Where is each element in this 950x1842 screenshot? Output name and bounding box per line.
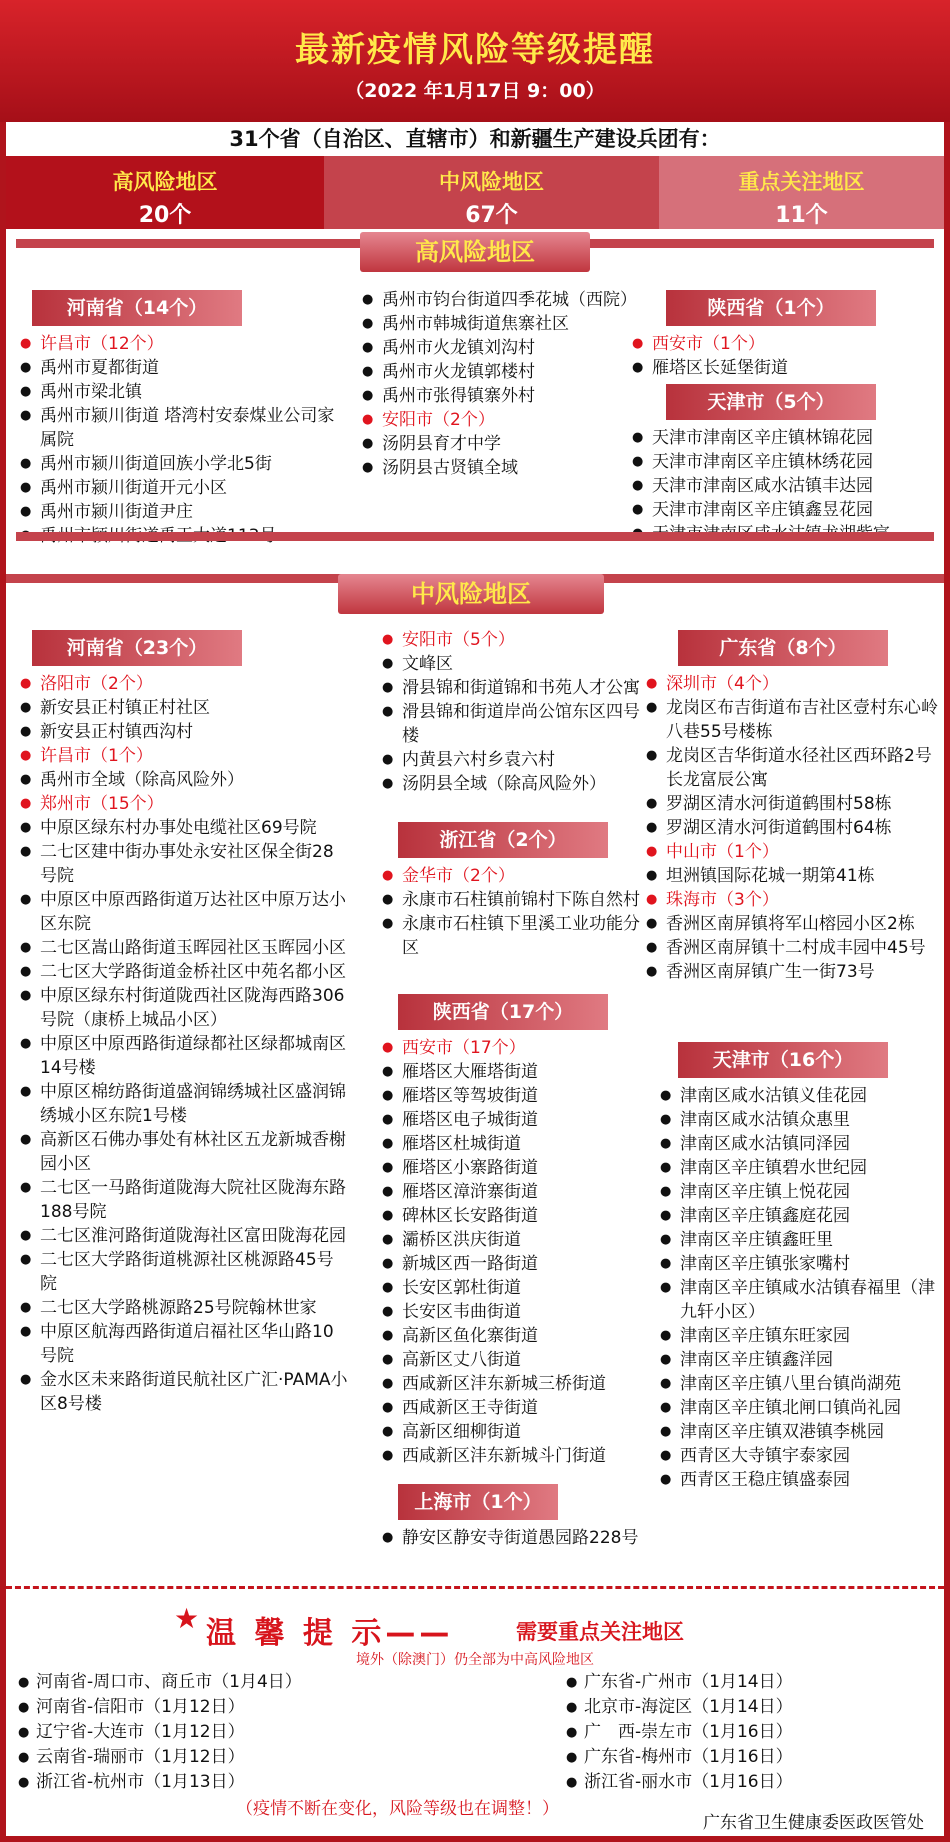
area-item: ● 中原区绿东村街道陇西社区陇海西路306号院（康桥上城品小区） xyxy=(20,984,350,1032)
area-item: ● 西青区王稳庄镇盛泰园 xyxy=(660,1468,942,1492)
area-item: ● 罗湖区清水河街道鹤围村64栋 xyxy=(646,816,938,840)
area-item: ● 二七区淮河路街道陇海社区富田陇海花园 xyxy=(20,1224,350,1248)
area-item: ● 津南区咸水沽镇众惠里 xyxy=(660,1108,942,1132)
area-item: ● 津南区辛庄镇碧水世纪园 xyxy=(660,1156,942,1180)
area-item: ● 禹州市韩城街道焦寨社区 xyxy=(362,312,632,336)
stat-label: 重点关注地区 xyxy=(738,170,865,194)
focus-area-item: ● 辽宁省-大连市（1月12日） xyxy=(18,1720,458,1745)
city-heading: ● 许昌市（12个） xyxy=(20,332,350,356)
city-heading: ● 安阳市（2个） xyxy=(362,408,632,432)
area-item: ● 津南区辛庄镇八里台镇尚湖苑 xyxy=(660,1372,942,1396)
dashed-divider xyxy=(6,1586,944,1589)
area-item: ● 津南区辛庄镇北闸口镇尚礼园 xyxy=(660,1396,942,1420)
city-heading: ● 金华市（2个） xyxy=(382,864,642,888)
area-item: ● 二七区大学路街道桃源社区桃源路45号院 xyxy=(20,1248,350,1296)
area-item: ● 西咸新区沣东新城斗门街道 xyxy=(382,1444,652,1468)
area-item: ● 雁塔区杜城街道 xyxy=(382,1132,652,1156)
area-item: ● 津南区辛庄镇鑫庭花园 xyxy=(660,1204,942,1228)
area-item: ● 禹州市颍川街道开元小区 xyxy=(20,476,350,500)
focus-area-item: ● 河南省-信阳市（1月12日） xyxy=(18,1695,458,1720)
area-item: ● 中原区航海西路街道启福社区华山路10号院 xyxy=(20,1320,350,1368)
stat-count: 20个 xyxy=(138,203,192,228)
high-henan-list xyxy=(20,332,350,548)
stat-label: 中风险地区 xyxy=(439,170,544,194)
area-item: ● 津南区辛庄镇东旺家园 xyxy=(660,1324,942,1348)
area-item: ● 新城区西一路街道 xyxy=(382,1252,652,1276)
stat-high xyxy=(6,156,324,229)
focus-area-item: ● 北京市-海淀区（1月14日） xyxy=(566,1695,926,1720)
high-tianjin-label: 天津市（5个） xyxy=(666,384,876,420)
area-item: ● 二七区嵩山路街道玉晖园社区玉晖园小区 xyxy=(20,936,350,960)
area-item: ● 禹州市火龙镇刘沟村 xyxy=(362,336,632,360)
medium-mid-list xyxy=(382,628,642,796)
area-item: ● 汤阴县全域（除高风险外） xyxy=(382,772,642,796)
area-item: ● 坦洲镇国际花城一期第41栋 xyxy=(646,864,938,888)
area-item: ● 高新区丈八街道 xyxy=(382,1348,652,1372)
area-item: ● 文峰区 xyxy=(382,652,642,676)
area-item: ● 雁塔区漳浒寨街道 xyxy=(382,1180,652,1204)
tips-note: 境外（除澳门）仍全部为中高风险地区 xyxy=(356,1652,594,1668)
medium-guangdong-label: 广东省（8个） xyxy=(678,630,888,666)
content-panel xyxy=(6,122,944,1836)
area-item: ● 雁塔区长延堡街道 xyxy=(632,356,937,380)
city-heading: ● 西安市（17个） xyxy=(382,1036,652,1060)
area-item: ● 金水区未来路街道民航社区广汇·PAMA小区8号楼 xyxy=(20,1368,350,1416)
medium-tianjin-label: 天津市（16个） xyxy=(678,1042,888,1078)
area-item: ● 天津市津南区辛庄镇鑫昱花园 xyxy=(632,498,942,522)
city-heading: ● 洛阳市（2个） xyxy=(20,672,350,696)
area-item: ● 香洲区南屏镇将军山榕园小区2栋 xyxy=(646,912,938,936)
area-item: ● 碑林区长安路街道 xyxy=(382,1204,652,1228)
stat-count: 11个 xyxy=(775,203,828,228)
area-item: ● 西青区大寺镇宇泰家园 xyxy=(660,1444,942,1468)
area-item: ● 禹州市钧台街道四季花城（西院） xyxy=(362,288,632,312)
area-item: ● 中原区绿东村办事处电缆社区69号院 xyxy=(20,816,350,840)
high-tianjin-list xyxy=(632,426,942,546)
stat-label: 高风险地区 xyxy=(112,170,218,194)
medium-shaanxi-list xyxy=(382,1036,652,1468)
area-item: ● 天津市津南区辛庄镇林锦花园 xyxy=(632,426,942,450)
medium-zhejiang-label: 浙江省（2个） xyxy=(398,822,608,858)
footer-org: 广东省卫生健康委医政医管处 xyxy=(703,1813,924,1833)
medium-risk-heading: 中风险地区 xyxy=(338,574,604,614)
area-item: ● 龙岗区布吉街道布吉社区壹村东心岭八巷55号楼栋 xyxy=(646,696,938,744)
area-item: ● 永康市石柱镇下里溪工业功能分区 xyxy=(382,912,642,960)
area-item: ● 津南区辛庄镇咸水沽镇春福里（津九轩小区） xyxy=(660,1276,942,1324)
page-title: 最新疫情风险等级提醒 xyxy=(295,30,655,70)
area-item: ● 中原区中原西路街道万达社区中原万达小区东院 xyxy=(20,888,350,936)
high-shaanxi-list xyxy=(632,332,937,380)
medium-tianjin-list xyxy=(660,1084,942,1492)
area-item: ● 中原区中原西路街道绿都社区绿都城南区14号楼 xyxy=(20,1032,350,1080)
city-heading: ● 深圳市（4个） xyxy=(646,672,938,696)
area-item: ● 新安县正村镇西沟村 xyxy=(20,720,350,744)
medium-shanghai-list xyxy=(382,1526,652,1550)
star-icon: ★ xyxy=(174,1602,200,1635)
medium-henan-list xyxy=(20,672,350,1416)
medium-guangdong-list xyxy=(646,672,938,984)
area-item: ● 龙岗区吉华街道水径社区西环路2号长龙富辰公寓 xyxy=(646,744,938,792)
summary-text: 31个省（自治区、直辖市）和新疆生产建设兵团有： xyxy=(229,127,721,151)
focus-area-item: ● 广 西-崇左市（1月16日） xyxy=(566,1720,926,1745)
city-heading: ● 安阳市（5个） xyxy=(382,628,642,652)
area-item: ● 雁塔区等驾坡街道 xyxy=(382,1084,652,1108)
area-item: ● 二七区大学路街道金桥社区中苑名都小区 xyxy=(20,960,350,984)
update-date: （2022 年1月17日 9：00） xyxy=(345,80,605,102)
area-item: ● 永康市石柱镇前锦村下陈自然村 xyxy=(382,888,642,912)
area-item: ● 汤阴县古贤镇全域 xyxy=(362,456,632,480)
area-item: ● 二七区一马路街道陇海大院社区陇海东路188号院 xyxy=(20,1176,350,1224)
medium-zhejiang-list xyxy=(382,864,642,960)
area-item: ● 禹州市张得镇寨外村 xyxy=(362,384,632,408)
area-item: ● 灞桥区洪庆街道 xyxy=(382,1228,652,1252)
area-item: ● 二七区大学路桃源路25号院翰林世家 xyxy=(20,1296,350,1320)
stat-focus xyxy=(659,156,944,229)
area-item: ● 天津市津南区辛庄镇林绣花园 xyxy=(632,450,942,474)
area-item: ● 禹州市颍川街道回族小学北5街 xyxy=(20,452,350,476)
area-item: ● 滑县锦和街道锦和书苑人才公寓 xyxy=(382,676,642,700)
header-banner xyxy=(0,0,950,122)
area-item: ● 禹州市火龙镇郭楼村 xyxy=(362,360,632,384)
area-item: ● 津南区咸水沽镇同泽园 xyxy=(660,1132,942,1156)
area-item: ● 长安区郭杜街道 xyxy=(382,1276,652,1300)
area-item: ● 雁塔区大雁塔街道 xyxy=(382,1060,652,1084)
area-item: ● 新安县正村镇正村社区 xyxy=(20,696,350,720)
area-item: ● 禹州市梁北镇 xyxy=(20,380,350,404)
area-item: ● 禹州市颍川街道尹庄 xyxy=(20,500,350,524)
focus-area-item: ● 广东省-广州市（1月14日） xyxy=(566,1670,926,1695)
medium-shaanxi-label: 陕西省（17个） xyxy=(398,994,608,1030)
city-heading: ● 珠海市（3个） xyxy=(646,888,938,912)
tips-left-list xyxy=(18,1670,458,1795)
tips-subtitle: 需要重点关注地区 xyxy=(516,1620,684,1644)
area-item: ● 津南区咸水沽镇义佳花园 xyxy=(660,1084,942,1108)
area-item: ● 禹州市全域（除高风险外） xyxy=(20,768,350,792)
stat-medium xyxy=(324,156,659,229)
high-risk-heading: 高风险地区 xyxy=(360,232,590,272)
area-item: ● 香洲区南屏镇广生一街73号 xyxy=(646,960,938,984)
area-item: ● 汤阴县育才中学 xyxy=(362,432,632,456)
area-item: ● 禹州市夏都街道 xyxy=(20,356,350,380)
area-item: ● 津南区辛庄镇上悦花园 xyxy=(660,1180,942,1204)
focus-area-item: ● 云南省-瑞丽市（1月12日） xyxy=(18,1745,458,1770)
focus-area-item: ● 广东省-梅州市（1月16日） xyxy=(566,1745,926,1770)
area-item: ● 天津市津南区咸水沽镇丰达园 xyxy=(632,474,942,498)
area-item: ● 雁塔区小寨路街道 xyxy=(382,1156,652,1180)
city-heading: ● 西安市（1个） xyxy=(632,332,937,356)
city-heading: ● 郑州市（15个） xyxy=(20,792,350,816)
area-item: ● 禹州市颍川街道 塔湾村安泰煤业公司家属院 xyxy=(20,404,350,452)
area-item: ● 雁塔区电子城街道 xyxy=(382,1108,652,1132)
area-item: ● 内黄县六村乡袁六村 xyxy=(382,748,642,772)
area-item: ● 罗湖区清水河街道鹤围村58栋 xyxy=(646,792,938,816)
area-item: ● 津南区辛庄镇鑫洋园 xyxy=(660,1348,942,1372)
high-mid-list xyxy=(362,288,637,480)
tips-title: 温 馨 提 示—— xyxy=(206,1616,454,1651)
area-item: ● 津南区辛庄镇张家嘴村 xyxy=(660,1252,942,1276)
area-item: ● 静安区静安寺街道愚园路228号 xyxy=(382,1526,652,1550)
focus-area-item: ● 河南省-周口市、商丘市（1月4日） xyxy=(18,1670,458,1695)
area-item: ● 津南区辛庄镇鑫旺里 xyxy=(660,1228,942,1252)
stat-count: 67个 xyxy=(465,203,518,228)
area-item: ● 高新区鱼化寨街道 xyxy=(382,1324,652,1348)
area-item: ● 高新区细柳街道 xyxy=(382,1420,652,1444)
area-item: ● 津南区辛庄镇双港镇李桃园 xyxy=(660,1420,942,1444)
tips-right-list xyxy=(566,1670,926,1795)
medium-shanghai-label: 上海市（1个） xyxy=(398,1484,558,1520)
section-band xyxy=(16,532,934,541)
medium-henan-label: 河南省（23个） xyxy=(32,630,242,666)
city-heading: ● 许昌市（1个） xyxy=(20,744,350,768)
footer-note: （疫情不断在变化，风险等级也在调整！） xyxy=(236,1799,559,1819)
area-item: ● 滑县锦和街道岸尚公馆东区四号楼 xyxy=(382,700,642,748)
focus-area-item: ● 浙江省-丽水市（1月16日） xyxy=(566,1770,926,1795)
high-henan-label: 河南省（14个） xyxy=(32,290,242,326)
high-shaanxi-label: 陕西省（1个） xyxy=(666,290,876,326)
area-item: ● 二七区建中街办事处永安社区保全街28号院 xyxy=(20,840,350,888)
area-item: ● 西咸新区沣东新城三桥街道 xyxy=(382,1372,652,1396)
city-heading: ● 中山市（1个） xyxy=(646,840,938,864)
area-item: ● 香洲区南屏镇十二村成丰园中45号 xyxy=(646,936,938,960)
focus-area-item: ● 浙江省-杭州市（1月13日） xyxy=(18,1770,458,1795)
area-item: ● 中原区棉纺路街道盛润锦绣城社区盛润锦绣城小区东院1号楼 xyxy=(20,1080,350,1128)
area-item: ● 西咸新区王寺街道 xyxy=(382,1396,652,1420)
area-item: ● 长安区韦曲街道 xyxy=(382,1300,652,1324)
area-item: ● 高新区石佛办事处有林社区五龙新城香榭园小区 xyxy=(20,1128,350,1176)
